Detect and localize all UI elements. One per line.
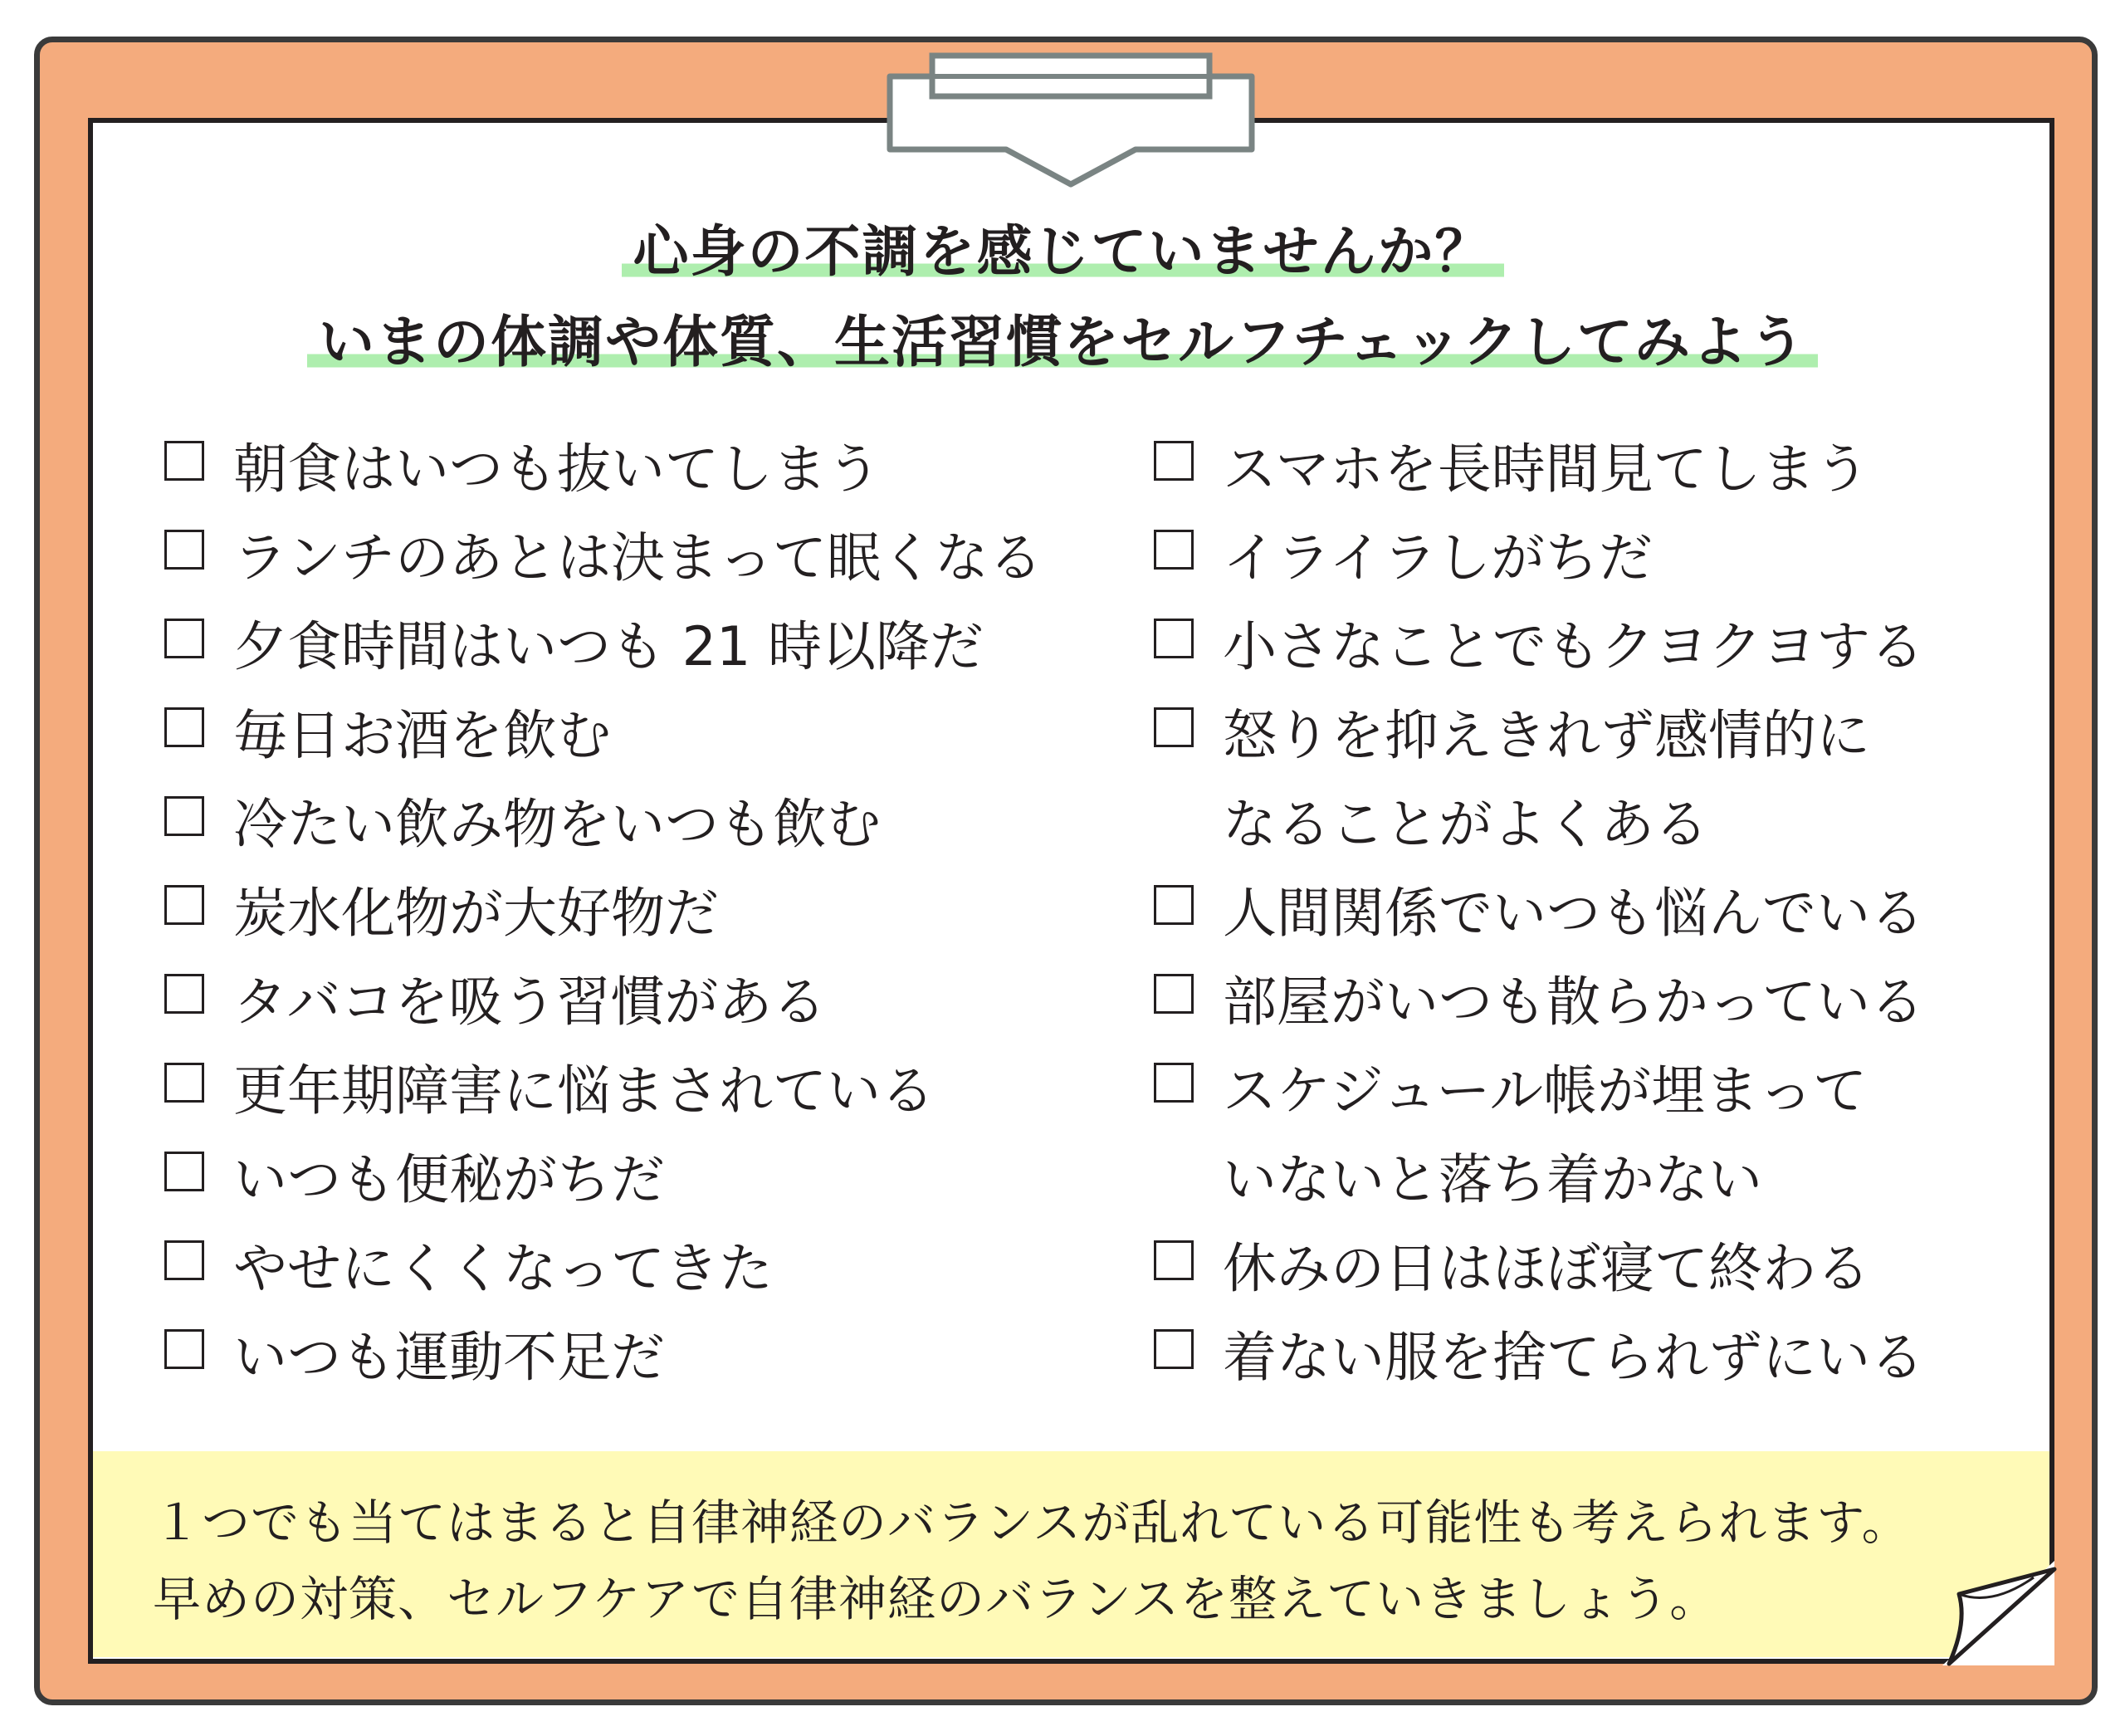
- checklist-item-label: 小さなことでもクヨクヨする: [1223, 616, 1925, 678]
- checklist-left-column: [164, 425, 1127, 1402]
- checklist-item-label: イライラしがちだ: [1223, 527, 1654, 589]
- checklist-item-label: 怒りを抑えきれず感情的に なることがよくある: [1223, 705, 1871, 856]
- empty-checkbox-icon[interactable]: [164, 441, 204, 481]
- checklist-right-column: [1154, 425, 2034, 1402]
- checklist-item[interactable]: [164, 425, 1127, 514]
- heading-question: [0, 214, 2125, 289]
- checklist-item[interactable]: [1154, 514, 2034, 603]
- empty-checkbox-icon[interactable]: [1154, 1240, 1194, 1280]
- checklist-item[interactable]: [164, 1313, 1127, 1402]
- checklist-item-label: いつも運動不足だ: [233, 1327, 666, 1389]
- empty-checkbox-icon[interactable]: [1154, 619, 1194, 658]
- checklist-item-label: 炭水化物が大好物だ: [233, 883, 720, 945]
- checklist-item[interactable]: [1154, 1225, 2034, 1313]
- empty-checkbox-icon[interactable]: [1154, 885, 1194, 925]
- empty-checkbox-icon[interactable]: [164, 530, 204, 570]
- checklist-item[interactable]: [1154, 1313, 2034, 1402]
- page-curl-icon: [1942, 1561, 2059, 1669]
- checklist-item[interactable]: [1154, 1047, 2034, 1225]
- empty-checkbox-icon[interactable]: [1154, 530, 1194, 570]
- checklist-item[interactable]: [164, 958, 1127, 1047]
- checklist-item-label: やせにくくなってきた: [233, 1238, 774, 1300]
- conclusion-note: [93, 1451, 2049, 1657]
- empty-checkbox-icon[interactable]: [164, 1240, 204, 1280]
- checklist-item-label: 休みの日はほぼ寝て終わる: [1223, 1238, 1871, 1300]
- empty-checkbox-icon[interactable]: [164, 619, 204, 658]
- conclusion-text: １つでも当てはまると自律神経のバランスが乱れている可能性も考えられます。 早めの対策、セルフケアで自律神経のバランスを整えていきましょう。: [153, 1494, 1911, 1627]
- checklist-item-label: スケジュール帳が埋まって いないと落ち着かない: [1223, 1060, 1868, 1211]
- clipboard-clip-icon: [880, 48, 1262, 198]
- checklist-item[interactable]: [164, 869, 1127, 958]
- checklist-item-label: 冷たい飲み物をいつも飲む: [233, 794, 882, 856]
- empty-checkbox-icon[interactable]: [1154, 1329, 1194, 1369]
- empty-checkbox-icon[interactable]: [164, 974, 204, 1014]
- heading-line1: 心身の不調を感じていませんか？: [622, 214, 1504, 289]
- checklist-item[interactable]: [1154, 869, 2034, 958]
- empty-checkbox-icon[interactable]: [1154, 707, 1194, 747]
- checklist-item-label: 部屋がいつも散らかっている: [1223, 971, 1925, 1034]
- checklist-item-label: 朝食はいつも抜いてしまう: [233, 438, 882, 501]
- checklist-item[interactable]: [164, 1225, 1127, 1313]
- checklist-item[interactable]: [1154, 692, 2034, 869]
- empty-checkbox-icon[interactable]: [164, 796, 204, 836]
- checklist-item[interactable]: [1154, 425, 2034, 514]
- checklist-item-label: 毎日お酒を飲む: [233, 705, 612, 767]
- empty-checkbox-icon[interactable]: [164, 1063, 204, 1103]
- checklist-item-label: 更年期障害に悩まされている: [233, 1060, 935, 1122]
- checklist-item-label: ランチのあとは決まって眠くなる: [233, 527, 1043, 589]
- checklist-item-label: 着ない服を捨てられずにいる: [1223, 1327, 1925, 1389]
- checklist-item-label: いつも便秘がちだ: [233, 1149, 666, 1211]
- checklist-item-label: 夕食時間はいつも 21 時以降だ: [233, 616, 984, 678]
- empty-checkbox-icon[interactable]: [164, 1329, 204, 1369]
- checklist-item[interactable]: [164, 603, 1127, 692]
- checklist-item[interactable]: [164, 1136, 1127, 1225]
- empty-checkbox-icon[interactable]: [164, 1152, 204, 1191]
- heading-line2: いまの体調や体質、生活習慣をセルフチェックしてみよう: [307, 305, 1818, 379]
- checklist-item[interactable]: [164, 692, 1127, 780]
- empty-checkbox-icon[interactable]: [164, 885, 204, 925]
- checklist-item-label: タバコを吸う習慣がある: [233, 971, 827, 1034]
- empty-checkbox-icon[interactable]: [1154, 441, 1194, 481]
- checklist-item[interactable]: [1154, 958, 2034, 1047]
- checklist-item[interactable]: [164, 1047, 1127, 1136]
- checklist-item[interactable]: [164, 514, 1127, 603]
- heading-instruction: [0, 305, 2125, 379]
- empty-checkbox-icon[interactable]: [164, 707, 204, 747]
- checklist-item-label: 人間関係でいつも悩んでいる: [1223, 883, 1925, 945]
- checklist-item[interactable]: [164, 780, 1127, 869]
- empty-checkbox-icon[interactable]: [1154, 1063, 1194, 1103]
- checklist-item-label: スマホを長時間見てしまう: [1223, 438, 1869, 501]
- checklist-item[interactable]: [1154, 603, 2034, 692]
- empty-checkbox-icon[interactable]: [1154, 974, 1194, 1014]
